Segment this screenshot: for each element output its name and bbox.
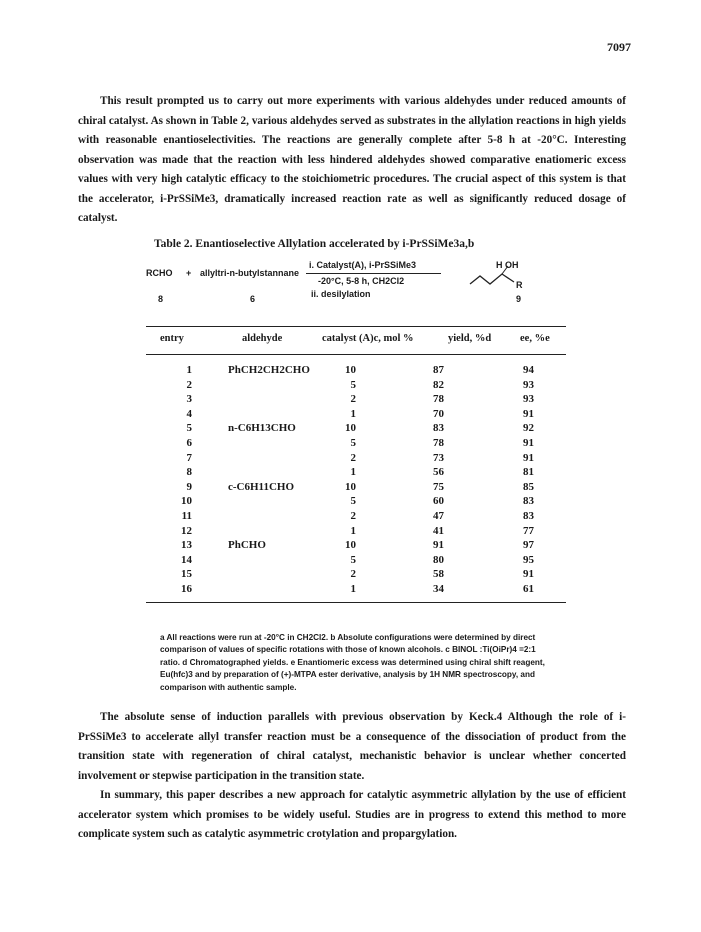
compound-number-6: 6	[250, 294, 256, 304]
condition-3: ii. desilylation	[311, 289, 371, 299]
cell-entry: 3	[186, 393, 192, 406]
cell-yield: 34	[433, 582, 444, 595]
table-row	[146, 452, 566, 467]
reaction-scheme	[146, 260, 566, 320]
cell-entry: 5	[186, 422, 192, 435]
cell-entry: 7	[186, 451, 192, 464]
table-row	[146, 495, 566, 510]
cell-yield: 78	[433, 436, 444, 449]
cell-ee: 93	[523, 378, 534, 391]
cell-yield: 73	[433, 451, 444, 464]
intro-paragraph: This result prompted us to carry out more experiments with various aldehydes under reduced amounts of chiral catalyst. As shown in Table 2, various aldehydes served as substrates in the allylation reactions in high yields with reasonable enantioselectivities. The reactions are generally complete after 5-8 h at -20°C. Interesting observation was made that the reaction with less hindered aldehydes showed comparative enatiomeric excess values with very high catalytic efficacy to the stoichiometric procedures. The crucial aspect of this system is that the accelerator, i-PrSSiMe3, dramatically increased reaction rate as well as significantly reduced dosage of catalyst.	[78, 95, 626, 224]
table-row	[146, 481, 566, 496]
cell-entry: 2	[186, 378, 192, 391]
cell-yield: 47	[433, 509, 444, 522]
header-yield: yield, %d	[448, 333, 492, 344]
cell-catalyst: 5	[350, 553, 356, 566]
table-caption: Table 2. Enantioselective Allylation accelerated by i-PrSSiMe3a,b	[154, 238, 475, 250]
cell-yield: 70	[433, 407, 444, 420]
header-aldehyde: aldehyde	[242, 333, 283, 344]
cell-entry: 14	[181, 553, 192, 566]
cell-ee: 81	[523, 466, 534, 479]
cell-catalyst: 1	[350, 466, 356, 479]
cell-entry: 11	[181, 509, 192, 522]
cell-ee: 92	[523, 422, 534, 435]
reaction-arrow	[306, 273, 441, 274]
cell-ee: 85	[523, 480, 534, 493]
header-ee: ee, %e	[520, 333, 550, 344]
cell-ee: 83	[523, 495, 534, 508]
cell-ee: 95	[523, 553, 534, 566]
cell-entry: 4	[186, 407, 192, 420]
product-h-oh-label: H OH	[496, 260, 519, 270]
cell-entry: 15	[181, 568, 192, 581]
cell-catalyst: 2	[350, 509, 356, 522]
cell-catalyst: 2	[350, 451, 356, 464]
table-row	[146, 437, 566, 452]
table-row	[146, 466, 566, 481]
cell-yield: 91	[433, 539, 444, 552]
header-catalyst: catalyst (A)c, mol %	[322, 333, 414, 344]
cell-aldehyde: c-C6H11CHO	[228, 480, 294, 493]
reactant-aldehyde: RCHO	[146, 268, 173, 278]
cell-yield: 60	[433, 495, 444, 508]
table-header-rule	[146, 354, 566, 355]
table-row	[146, 583, 566, 598]
page-number: 7097	[607, 40, 631, 54]
cell-entry: 10	[181, 495, 192, 508]
cell-ee: 91	[523, 451, 534, 464]
cell-ee: 61	[523, 582, 534, 595]
condition-2: -20°C, 5-8 h, CH2Cl2	[318, 276, 405, 286]
cell-yield: 41	[433, 524, 444, 537]
cell-ee: 94	[523, 364, 534, 376]
cell-catalyst: 10	[345, 480, 356, 493]
cell-ee: 83	[523, 509, 534, 522]
cell-entry: 1	[186, 364, 192, 376]
cell-ee: 91	[523, 436, 534, 449]
cell-yield: 83	[433, 422, 444, 435]
table-row	[146, 393, 566, 408]
discussion-paragraph: The absolute sense of induction parallels with previous observation by Keck.4 Although the role of i-PrSSiMe3 to accelerate allyl transfer reaction must be a consequence of the dissociation of product from the transition state with regeneration of chiral catalyst, mechanistic behavior is unclear whether concerted involvement or stepwise participation in the transition state.	[78, 711, 626, 782]
cell-yield: 75	[433, 480, 444, 493]
cell-aldehyde: PhCHO	[228, 539, 266, 552]
cell-entry: 9	[186, 480, 192, 493]
table-top-rule	[146, 326, 566, 327]
compound-number-9: 9	[516, 294, 522, 304]
cell-catalyst: 10	[345, 422, 356, 435]
cell-catalyst: 10	[345, 364, 356, 376]
cell-ee: 97	[523, 539, 534, 552]
cell-ee: 91	[523, 568, 534, 581]
cell-catalyst: 1	[350, 407, 356, 420]
table-footnotes: a All reactions were run at -20°C in CH2Cl2. b Absolute configurations were determined by direct comparison of values of specific rotations with those of known alcohols. c BINOL :Ti(OiPr)4 =2:1 ratio. d Chromatographed yields. e Enantiomeric excess was determined using chiral shift reagent, Eu(hfc)3 and by preparation of (+)-MTPA ester derivative, analysis by 1H NMR spectroscopy, and comparison with authentic sample.	[160, 633, 545, 692]
table-row	[146, 554, 566, 569]
cell-ee: 77	[523, 524, 534, 537]
table-row	[146, 364, 566, 379]
condition-1: i. Catalyst(A), i-PrSSiMe3	[309, 260, 417, 270]
cell-entry: 6	[186, 436, 192, 449]
cell-yield: 58	[433, 568, 444, 581]
cell-entry: 13	[181, 539, 192, 552]
plus-sign: +	[186, 268, 192, 278]
cell-ee: 93	[523, 393, 534, 406]
cell-catalyst: 1	[350, 524, 356, 537]
table-body	[146, 364, 566, 598]
table-row	[146, 568, 566, 583]
table-row	[146, 379, 566, 394]
cell-catalyst: 2	[350, 568, 356, 581]
cell-yield: 80	[433, 553, 444, 566]
cell-catalyst: 10	[345, 539, 356, 552]
summary-paragraph: In summary, this paper describes a new approach for catalytic asymmetric allylation by the use of efficient accelerator system which promises to be widely useful. Studies are in progress to extend this method to more complicate system such as catalytic asymmetric crotylation and propargylation.	[78, 789, 626, 840]
table-row	[146, 408, 566, 423]
cell-entry: 8	[186, 466, 192, 479]
cell-yield: 56	[433, 466, 444, 479]
table-row	[146, 510, 566, 525]
cell-entry: 12	[181, 524, 192, 537]
table-row	[146, 539, 566, 554]
cell-catalyst: 5	[350, 436, 356, 449]
table-row	[146, 422, 566, 437]
table-header	[146, 333, 566, 351]
table-row	[146, 525, 566, 540]
reactant-stannane: allyltri-n-butylstannane	[200, 268, 300, 278]
cell-aldehyde: PhCH2CH2CHO	[228, 364, 310, 376]
cell-ee: 91	[523, 407, 534, 420]
header-entry: entry	[160, 333, 184, 344]
cell-yield: 78	[433, 393, 444, 406]
cell-catalyst: 5	[350, 495, 356, 508]
cell-catalyst: 1	[350, 582, 356, 595]
cell-catalyst: 5	[350, 378, 356, 391]
cell-aldehyde: n-C6H13CHO	[228, 422, 296, 435]
cell-yield: 82	[433, 378, 444, 391]
compound-number-8: 8	[158, 294, 164, 304]
cell-yield: 87	[433, 364, 444, 376]
table-bottom-rule	[146, 602, 566, 603]
cell-entry: 16	[181, 582, 192, 595]
cell-catalyst: 2	[350, 393, 356, 406]
product-r-label: R	[516, 280, 523, 290]
